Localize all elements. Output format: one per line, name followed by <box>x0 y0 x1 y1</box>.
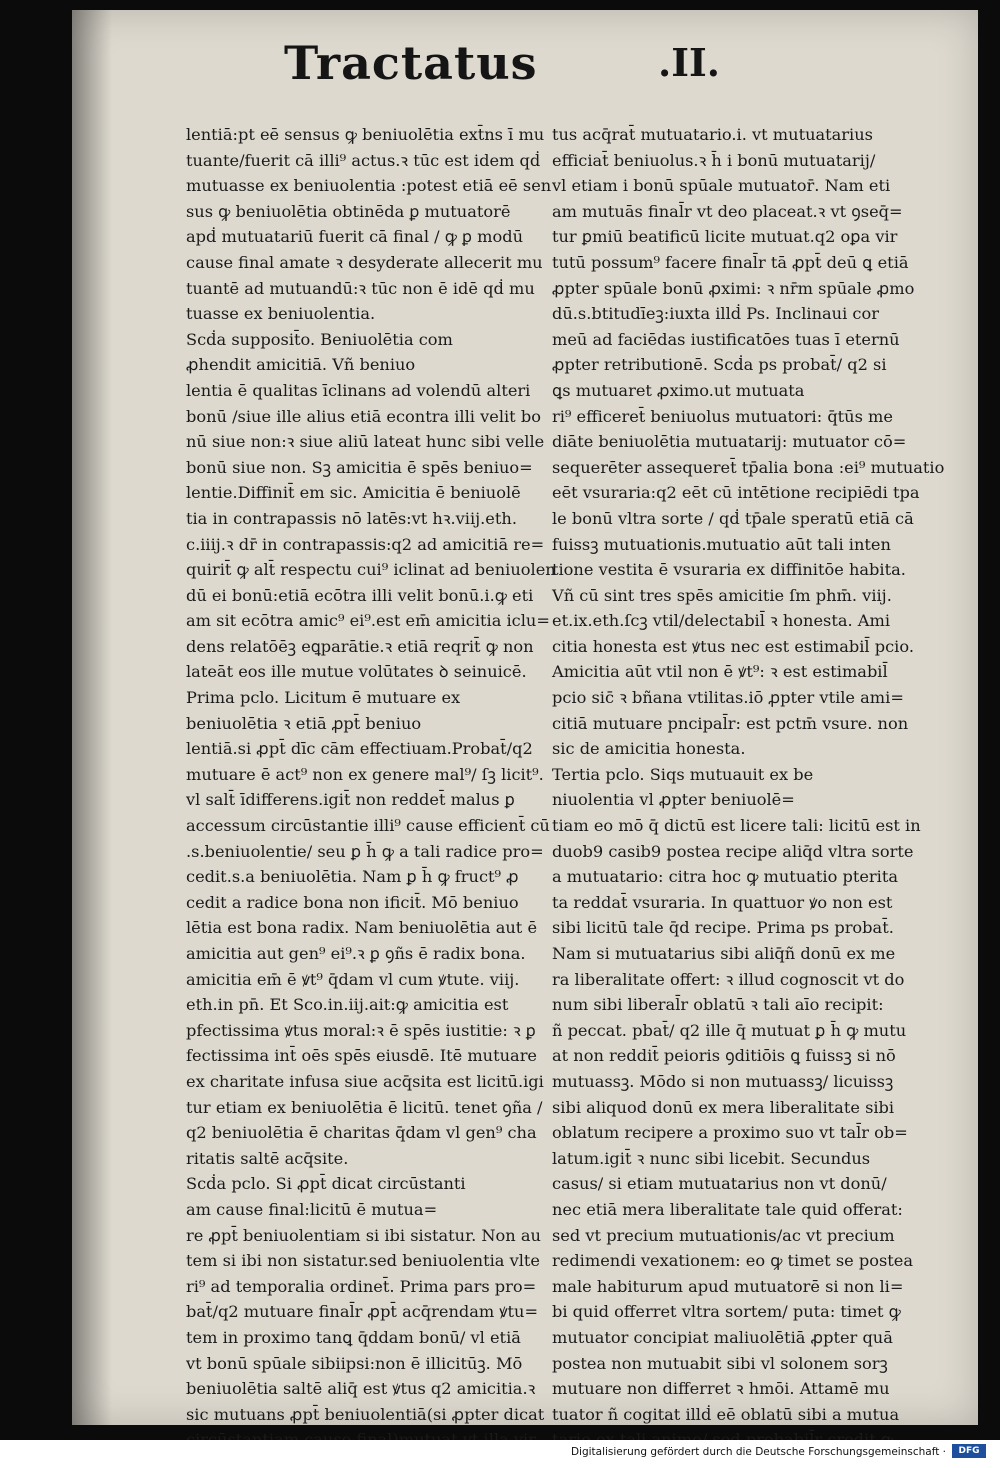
text-line: efficiat̄ beniuolus.ꝛ h̄ i bonū mutuatarij/ <box>552 150 876 170</box>
text-line: fectissima int̄ oēs spēs eiusdē. Itē mutuare <box>186 1046 538 1066</box>
text-line: nū siue non:ꝛ siue aliū lateat hunc sibi velle <box>186 432 545 452</box>
text-line: cedit.s.a beniuolētia. Nam ꝑ h̄ ꝙ fruct⁹ ꝓ <box>186 867 519 887</box>
text-line: mutuasse ex beniuolentia :potest etiā eē sen <box>186 176 552 196</box>
text-line: dū ei bonū:etiā ecōtra illi velit bonū.i.ꝙ eti <box>186 585 534 605</box>
text-line: bat̄/q2 mutuare final̄r ꝓpt̄ acq̄rendam ꝟtu= <box>186 1302 539 1322</box>
text-line: .s.beniuolentie/ seu ꝑ h̄ ꝙ a tali radice pro= <box>186 841 544 861</box>
text-line: pfectissima ꝟtus moral:ꝛ ē spēs iustitie: ꝛ ꝑ <box>186 1020 536 1040</box>
text-line: latum.igit̄ ꝛ nunc sibi licebit. Secundus <box>552 1148 871 1168</box>
dfg-logo: DFG <box>952 1444 986 1458</box>
text-line: amicitia aut gen⁹ ei⁹.ꝛ ꝑ ꝯñs ē radix bona. <box>186 944 526 963</box>
text-line: beniuolētia ꝛ etiā ꝓpt̄ beniuo <box>186 713 422 733</box>
text-line: ñ peccat. pbat̄/ q2 ille q̄ mutuat ꝑ h̄ ꝙ mutu <box>552 1020 907 1040</box>
text-line: tione vestita ē vsuraria ex diffinitōe habita. <box>552 560 906 580</box>
text-line: Prima pclo. Licitum ē mutuare ex <box>186 688 461 708</box>
text-line: tur ꝑmiū beatificū licite mutuat.q2 oꝑa vir <box>552 227 898 247</box>
text-line: niuolentia vl ꝓpter beniuolē= <box>552 790 795 810</box>
text-line: le bonū vltra sorte / qḋ tp̄ale speratū etiā cā <box>552 508 914 528</box>
text-line: vl etiam i bonū spūale mutuator̄. Nam eti <box>552 176 891 196</box>
text-line: bonū siue non. Sꝫ amicitia ē spēs beniuo= <box>186 457 533 477</box>
text-line: c.iiij.ꝛ dr̄ in contrapassis:q2 ad amicitiā re= <box>186 534 545 554</box>
text-line: Amicitia aūt vtil non ē ꝟt⁹: ꝛ est estimabil̄ <box>552 662 888 682</box>
text-line: a mutuatario: citra hoc ꝙ mutuatio pterita <box>552 867 898 887</box>
text-line: dū.s.btitudīeꝫ:iuxta illḋ Ps. Inclinaui cor <box>552 304 879 324</box>
text-line: am cause final:licitū ē mutua= <box>186 1199 438 1219</box>
text-line: sic mutuans ꝓpt̄ beniuolentiā(si ꝓpter dicat <box>186 1404 545 1424</box>
text-line: dens relatōēꝫ eꝗparātie.ꝛ etiā reqrit̄ ꝙ non <box>186 636 534 656</box>
text-line: diāte beniuolētia mutuatarij: mutuator cō= <box>552 432 907 452</box>
text-line: tuator ñ cogitat illḋ eē oblatū sibi a mutua <box>552 1404 900 1424</box>
text-line: duob9 casib9 postea recipe aliq̄d vltra sorte <box>552 841 914 861</box>
text-line: tem in proximo tanꝗ q̄ddam bonū/ vl etiā <box>186 1327 521 1347</box>
text-line: lentiā:pt eē sensus ꝙ beniuolētia ext̄ns ī mu <box>186 125 545 144</box>
text-line: tus acq̄rat̄ mutuatario.i. vt mutuatarius <box>552 125 873 144</box>
text-line: lateāt eos ille mutue volūtates ꝺ seinuicē. <box>186 662 527 682</box>
text-line: mutuare ē act⁹ non ex genere mal⁹/ ſꝫ licit⁹. <box>186 764 544 784</box>
text-line: q2 beniuolētia ē charitas q̄dam vl gen⁹ cha <box>186 1123 537 1143</box>
text-line: tuante/fuerit cā illi⁹ actus.ꝛ tūc est idem qḋ <box>186 150 541 170</box>
text-line: nec etiā mera liberalitate tale quid offerat: <box>552 1199 903 1219</box>
text-line: vt bonū spūale sibiipsi:non ē illicitūꝫ. Mō <box>186 1353 523 1373</box>
text-line: quirit̄ ꝙ alt̄ respectu cui⁹ iclinat ad beniuolen <box>186 560 556 580</box>
right-text-column <box>552 122 945 1424</box>
text-line: amicitia em̄ ē ꝟt⁹ q̄dam vl cum ꝟtute. viij. <box>186 969 520 989</box>
text-line: ꝓpter retributionē. Scḋa ps probat̄/ q2 si <box>552 355 887 375</box>
running-title: Tractatus <box>284 36 538 90</box>
text-line: cedit a radice bona non ificit̄. Mō beniuo <box>186 892 519 912</box>
text-line: ꝓpter spūale bonū ꝓximi: ꝛ nr̄m spūale ꝓmo <box>552 278 915 298</box>
text-line: ritatis saltē acq̄site. <box>186 1148 349 1168</box>
text-line: tutū possum⁹ facere final̄r tā ꝓpt̄ deū ꝗ etiā <box>552 252 909 272</box>
text-line: meū ad faciēdas iustificatōes tuas ī eternū <box>552 329 900 349</box>
text-line: postea non mutuabit sibi vl solonem sorꝫ <box>552 1353 888 1373</box>
text-line: tem si ibi non sistatur.sed beniuolentia vlte <box>186 1251 540 1271</box>
text-line: ri⁹ ad temporalia ordinet̄. Prima pars pro= <box>186 1276 537 1296</box>
text-line: ta reddat̄ vsuraria. In quattuor ꝟo non est <box>552 892 893 912</box>
text-line: citiā mutuare pncipal̄r: est pctm̄ vsure. non <box>552 713 909 733</box>
text-line: et.ix.eth.ſcꝫ vtil/delectabil̄ ꝛ honesta. Ami <box>552 611 891 631</box>
text-line: mutuator concipiat maliuolētiā ꝓpter quā <box>552 1327 893 1347</box>
text-line: ra liberalitate offert: ꝛ illud cognoscit vt do <box>552 969 905 989</box>
text-line: am mutuās final̄r vt deo placeat.ꝛ vt ꝯseq̄= <box>552 201 903 221</box>
text-line: tiam eo mō q̄ dictū est licere tali: licitū est in <box>552 816 921 836</box>
text-line: cause final amate ꝛ desyderate allecerit mu <box>186 252 543 272</box>
text-line: redimendi vexationem: eo ꝙ timet se postea <box>552 1251 914 1271</box>
text-line: lentiā.si ꝓpt̄ dīc cām effectiuam.Probat̄/q2 <box>186 739 533 759</box>
text-line: mutuare non differret ꝛ hmōi. Attamē mu <box>552 1379 890 1399</box>
text-line: Tertia pclo. Siqs mutuauit ex be <box>552 764 814 784</box>
text-line: ex charitate infusa siue acq̄sita est licitū.igi <box>186 1071 544 1091</box>
text-line: tuasse ex beniuolentia. <box>186 304 376 324</box>
text-line: lentia ē qualitas īclinans ad volendū alteri <box>186 380 531 400</box>
text-line: sequerēter assequeret̄ tp̄alia bona :ei⁹ mutuatio <box>552 457 945 477</box>
text-line: bi quid offerret vltra sortem/ puta: timet ꝙ <box>552 1302 901 1322</box>
left-text-column <box>186 122 556 1424</box>
text-line: at non reddit̄ peioris ꝯditiōis ꝗ fuissꝫ si nō <box>552 1046 896 1066</box>
text-line: casus/ si etiam mutuatarius non vt donū/ <box>552 1174 887 1194</box>
text-line: tia in contrapassis nō latēs:vt hꝛ.viij.eth. <box>186 508 517 528</box>
text-line: oblatum recipere a proximo suo vt tal̄r ob= <box>552 1123 908 1143</box>
text-line: beniuolētia saltē aliq̄ est ꝟtus q2 amicitia.ꝛ <box>186 1379 536 1399</box>
page-edge-shadow <box>72 10 112 1425</box>
text-line: am sit ecōtra amic⁹ ei⁹.est em̄ amicitia iclu= <box>186 611 550 631</box>
text-line: sibi aliquod donū ex mera liberalitate sibi <box>552 1097 895 1117</box>
text-line: vl salt̄ īdifferens.igit̄ non reddet̄ malus ꝑ <box>186 790 515 810</box>
folio-number: .II. <box>658 40 721 85</box>
text-line: bonū /siue ille alius etiā econtra illi velit bo <box>186 406 541 426</box>
text-line: fuissꝫ mutuationis.mutuatio aūt tali inten <box>552 534 891 554</box>
text-line: sus ꝙ beniuolētia obtinēda ꝑ mutuatorē <box>186 201 511 221</box>
text-line: Nam si mutuatarius sibi aliq̄ñ donū ex me <box>552 944 896 963</box>
text-line: num sibi liberal̄r oblatū ꝛ tali aīo recipit: <box>552 995 884 1015</box>
text-line: eth.in pn̄. Et Sco.in.iij.ait:ꝙ amicitia est <box>186 995 509 1015</box>
text-line: sibi licitū tale q̄d recipe. Prima ps probat̄. <box>552 918 894 938</box>
text-line: eēt vsuraria:q2 eēt cū intētione recipiēdi tpa <box>552 483 920 503</box>
text-line: ri⁹ efficeret̄ beniuolus mutuatori: q̄tūs me <box>552 406 893 426</box>
text-line: male habiturum apud mutuatorē si non li= <box>552 1276 904 1296</box>
text-line: tur etiam ex beniuolētia ē licitū. tenet ꝯña / <box>186 1097 543 1117</box>
text-line: sed vt precium mutuationis/ac vt precium <box>552 1225 895 1245</box>
footer-credit: Digitalisierung gefördert durch die Deutsche Forschungsgemeinschaft · <box>570 1446 946 1458</box>
text-line: Vñ cū sint tres spēs amicitie ſm phm̄. viij. <box>552 585 892 605</box>
text-line: ꝗs mutuaret ꝓximo.ut mutuata <box>552 380 805 400</box>
text-line: accessum circūstantie illi⁹ cause efficient̄ cū <box>186 816 550 836</box>
text-line: tuantē ad mutuandū:ꝛ tūc non ē idē qḋ mu <box>186 278 535 298</box>
text-line: lentie.Diffinit̄ em sic. Amicitia ē beniuolē <box>186 483 521 503</box>
text-line: citia honesta est ꝟtus nec est estimabil̄ pcio. <box>552 636 914 656</box>
text-line: mutuassꝫ. Mōdo si non mutuassꝫ/ licuissꝫ <box>552 1071 894 1091</box>
text-line: Scḋa supposit̄o. Beniuolētia com <box>186 329 453 349</box>
text-line: pcio sic̄ ꝛ bñana vtilitas.iō ꝓpter vtile ami= <box>552 688 904 708</box>
text-line: sic de amicitia honesta. <box>552 739 746 759</box>
text-line: apḋ mutuatariū fuerit cā final / ꝙ ꝑ modū <box>186 227 524 247</box>
text-line: re ꝓpt̄ beniuolentiam si ibi sistatur. Non au <box>186 1225 541 1245</box>
text-line: Scḋa pclo. Si ꝓpt̄ dicat circūstanti <box>186 1174 466 1194</box>
text-line: lētia est bona radix. Nam beniuolētia aut ē <box>186 918 538 938</box>
text-line: ꝓhendit amicitiā. Vñ beniuo <box>186 355 416 375</box>
